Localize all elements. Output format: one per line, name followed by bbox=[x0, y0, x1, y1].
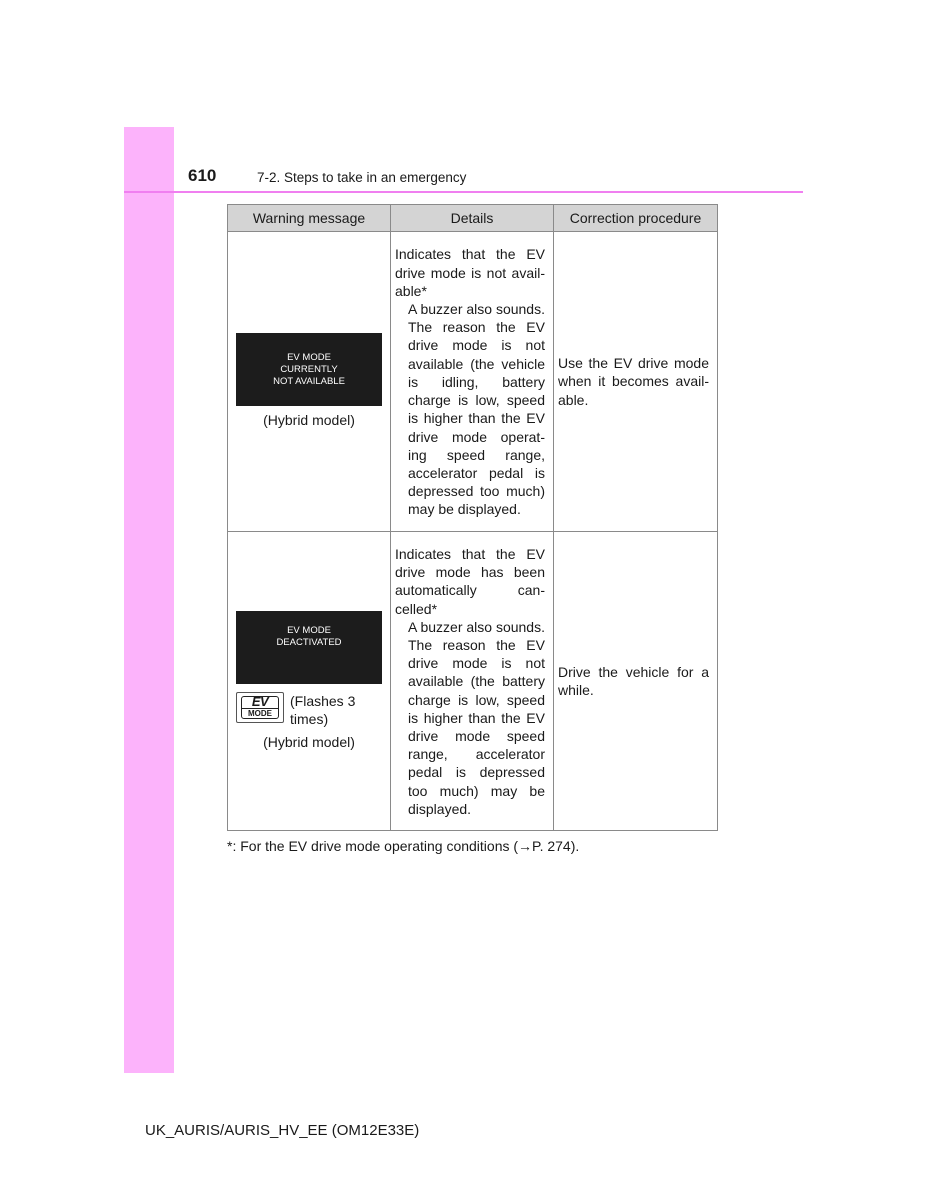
table-row bbox=[228, 232, 718, 532]
warning-table bbox=[227, 204, 718, 831]
warning-message-cell bbox=[228, 532, 391, 831]
details-cell bbox=[391, 232, 554, 532]
table-header-row bbox=[228, 205, 718, 232]
column-header-warning-message: Warning message bbox=[228, 205, 391, 232]
warning-message-cell bbox=[228, 232, 391, 532]
details-intro: Indicates that the EV drive mode has been automatically can- celled* bbox=[395, 545, 545, 617]
table-row bbox=[228, 532, 718, 831]
correction-cell: Drive the vehicle for a while. bbox=[554, 532, 718, 831]
screen-line: CURRENTLY bbox=[280, 363, 338, 375]
section-color-tab bbox=[124, 127, 174, 1073]
mode-icon-label: MODE bbox=[242, 708, 278, 718]
details-reason: The reason the EV drive mode is not available (the vehicle is idling, battery charge is low, speed is higher than the EV drive mode operat- ing speed range, accelerator pedal is depressed too much) may be displayed. bbox=[408, 319, 545, 518]
flash-note: (Flashes 3 times) bbox=[290, 692, 356, 727]
document-code-footer: UK_AURIS/AURIS_HV_EE (OM12E33E) bbox=[145, 1122, 420, 1139]
correction-cell: Use the EV drive mode when it becomes avail- able. bbox=[554, 232, 718, 532]
screen-line: EV MODE bbox=[287, 624, 331, 636]
ev-icon-label: EV bbox=[251, 694, 269, 710]
ev-mode-icon bbox=[236, 692, 284, 723]
model-caption: (Hybrid model) bbox=[263, 412, 355, 429]
display-screen-image bbox=[236, 333, 382, 406]
column-header-correction: Correction procedure bbox=[554, 205, 718, 232]
footnote: *: For the EV drive mode operating conditions (→P. 274). bbox=[227, 838, 580, 854]
details-cell bbox=[391, 532, 554, 831]
details-buzzer: A buzzer also sounds. bbox=[408, 301, 545, 318]
column-header-details: Details bbox=[391, 205, 554, 232]
ev-indicator-row bbox=[236, 692, 390, 728]
display-screen-image bbox=[236, 611, 382, 684]
details-intro: Indicates that the EV drive mode is not avail- able* bbox=[395, 246, 545, 299]
section-title: 7-2. Steps to take in an emergency bbox=[257, 170, 467, 185]
details-reason: The reason the EV drive mode is not available (the battery charge is low, speed is higher than the EV drive mode speed range, accelerator pedal is depressed too much) may be displayed. bbox=[408, 636, 545, 817]
page-number: 610 bbox=[188, 166, 217, 185]
header-rule bbox=[124, 191, 803, 193]
details-buzzer: A buzzer also sounds. bbox=[408, 618, 545, 635]
screen-line: NOT AVAILABLE bbox=[273, 375, 345, 387]
model-caption: (Hybrid model) bbox=[263, 734, 355, 751]
screen-line: EV MODE bbox=[287, 351, 331, 363]
screen-line: DEACTIVATED bbox=[276, 636, 342, 648]
